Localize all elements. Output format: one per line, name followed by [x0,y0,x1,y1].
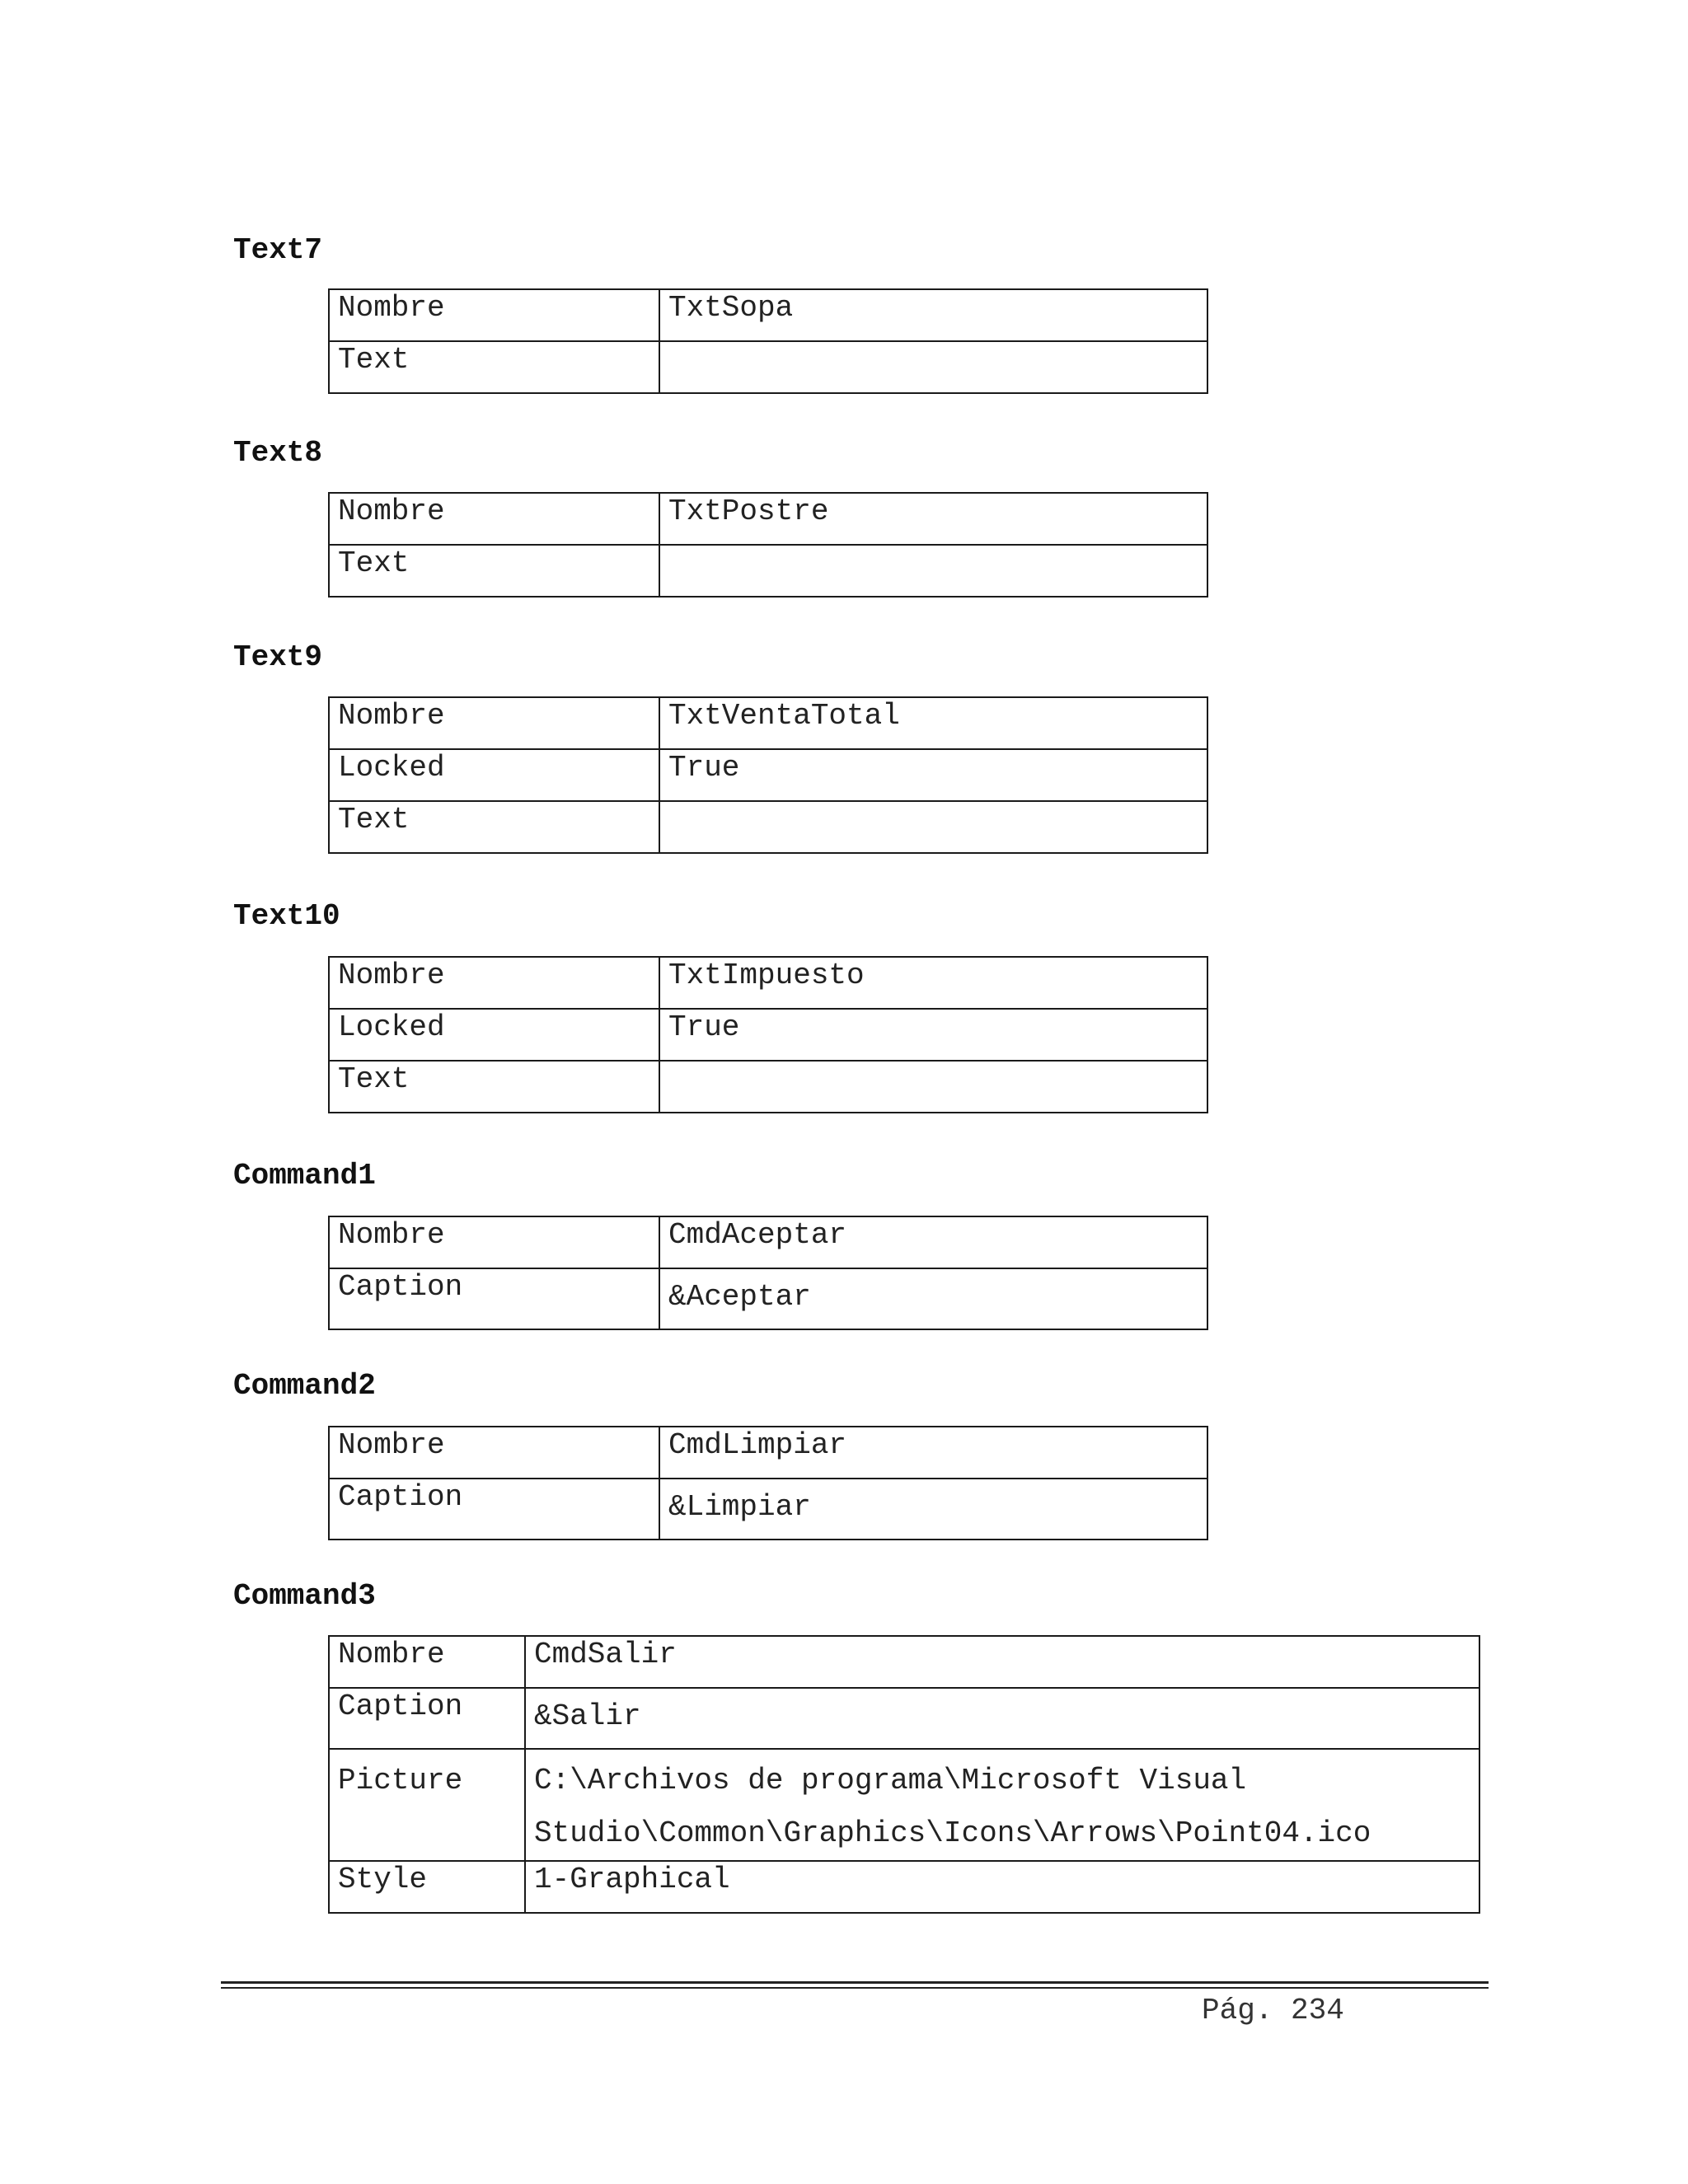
property-name: Nombre [329,289,659,341]
properties-table-text8 [328,492,1208,598]
property-value [659,341,1207,393]
section-title-text7: Text7 [233,233,323,267]
properties-table-command1 [328,1216,1208,1330]
table-row [329,957,1207,1009]
page-number: Pág. 234 [1202,1994,1344,2027]
property-name: Style [329,1861,525,1913]
footer-rule [221,1981,1489,1984]
property-name: Locked [329,749,659,801]
section-title-command2: Command2 [233,1369,376,1403]
table-row [329,1636,1479,1688]
property-name: Picture [329,1749,525,1861]
property-name: Caption [329,1688,525,1749]
table-row [329,341,1207,393]
table-row [329,1216,1207,1268]
table-row [329,1268,1207,1329]
property-value [659,801,1207,853]
table-row [329,1427,1207,1479]
table-row [329,1061,1207,1113]
property-name: Nombre [329,957,659,1009]
properties-table-text9 [328,696,1208,854]
table-row [329,801,1207,853]
table-row [329,1009,1207,1061]
properties-table-text7 [328,288,1208,394]
table-row [329,1688,1479,1749]
property-name: Locked [329,1009,659,1061]
property-value [659,1061,1207,1113]
property-value: CmdAceptar [659,1216,1207,1268]
property-value: &Limpiar [659,1479,1207,1540]
properties-table-text10 [328,956,1208,1113]
section-title-text9: Text9 [233,640,323,674]
properties-table-command2 [328,1426,1208,1540]
section-title-command1: Command1 [233,1159,376,1193]
table-row [329,1749,1479,1861]
property-name: Nombre [329,697,659,749]
section-title-command3: Command3 [233,1579,376,1613]
table-row [329,1479,1207,1540]
table-row [329,289,1207,341]
footer-rule [221,1987,1489,1989]
property-value: TxtImpuesto [659,957,1207,1009]
property-value: True [659,749,1207,801]
property-value: True [659,1009,1207,1061]
table-row [329,697,1207,749]
property-value: TxtSopa [659,289,1207,341]
property-value: &Salir [525,1688,1479,1749]
property-value: TxtPostre [659,493,1207,545]
table-row [329,1861,1479,1913]
property-name: Text [329,341,659,393]
property-value: CmdSalir [525,1636,1479,1688]
property-value: &Aceptar [659,1268,1207,1329]
property-value [659,545,1207,597]
properties-table-command3 [328,1635,1480,1914]
property-value: CmdLimpiar [659,1427,1207,1479]
property-name: Text [329,801,659,853]
table-row [329,545,1207,597]
property-value: 1-Graphical [525,1861,1479,1913]
property-name: Nombre [329,1427,659,1479]
property-name: Text [329,1061,659,1113]
property-name: Nombre [329,493,659,545]
table-row [329,749,1207,801]
property-name: Nombre [329,1216,659,1268]
property-value: C:\Archivos de programa\Microsoft Visual Studio\Common\Graphics\Icons\Arrows\Point04.ico [525,1749,1479,1861]
property-name: Caption [329,1268,659,1329]
section-title-text8: Text8 [233,436,323,470]
property-value: TxtVentaTotal [659,697,1207,749]
section-title-text10: Text10 [233,899,340,933]
property-name: Caption [329,1479,659,1540]
property-name: Text [329,545,659,597]
property-name: Nombre [329,1636,525,1688]
table-row [329,493,1207,545]
